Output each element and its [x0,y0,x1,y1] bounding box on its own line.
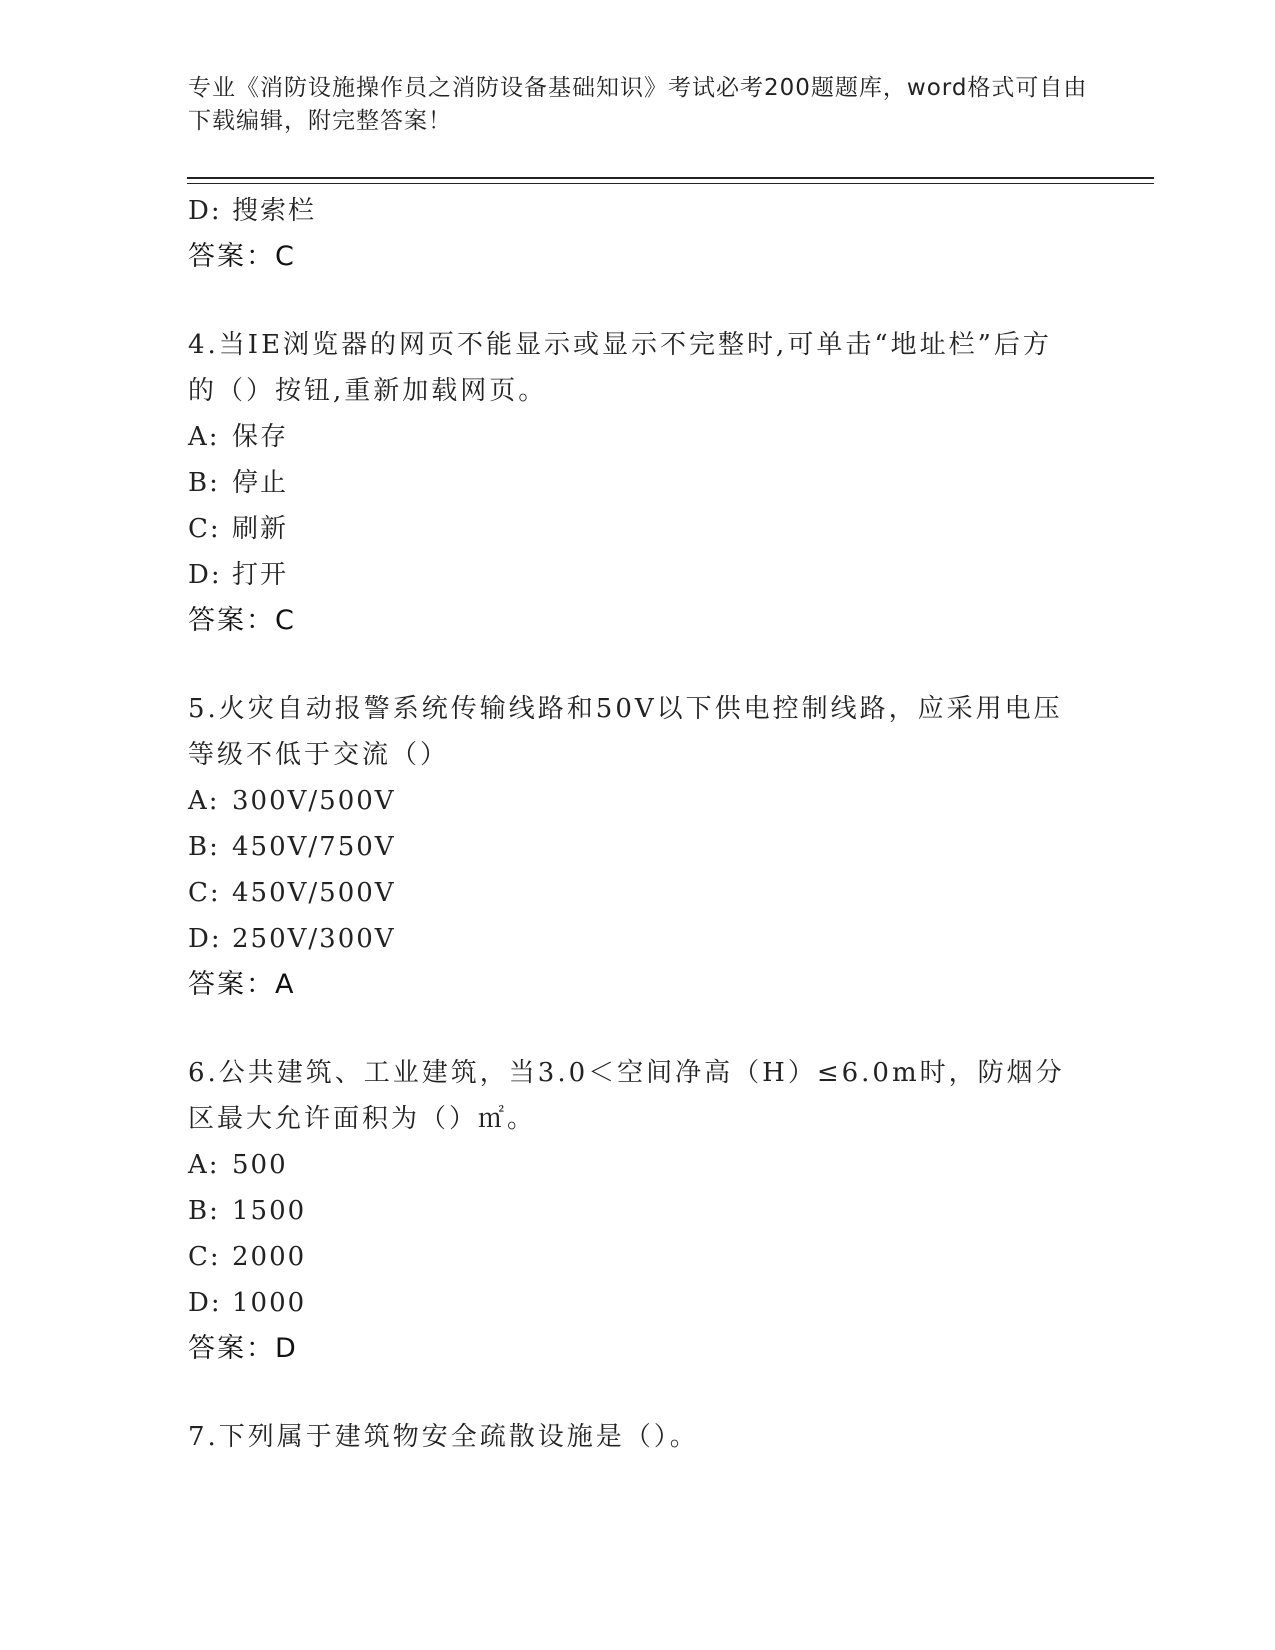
option-c [188,1234,1088,1280]
option-d [188,552,1088,598]
header-divider-thick [187,177,1154,179]
option-c [188,870,1088,916]
option-label: B: [188,1196,220,1226]
option-label: A: [188,786,220,816]
option-label: A: [188,422,220,452]
option-text: 1000 [232,1288,307,1318]
option-c [188,506,1088,552]
option-label: C: [188,1242,221,1272]
option-text: 停止 [232,468,289,498]
option-a [188,414,1088,460]
option-b [188,1188,1088,1234]
option-d [188,1280,1088,1326]
option-label: B: [188,468,220,498]
option-label: A: [188,1150,220,1180]
option-text: 保存 [232,422,289,452]
option-text: 300V/500V [232,786,396,816]
option-a [188,778,1088,824]
option-label: D: [188,1288,222,1318]
option-label: B: [188,832,220,862]
option-label: C: [188,514,221,544]
option-b [188,824,1088,870]
question-stem: 7.下列属于建筑物安全疏散设施是（）。 [188,1422,699,1452]
option-text: 500 [232,1150,288,1180]
header-divider-thin [187,183,1154,184]
option-text: 250V/300V [232,924,396,954]
document-header [188,72,1088,138]
option-text: 刷新 [232,514,289,544]
option-text: 2000 [232,1242,307,1272]
option-label: D: [188,560,222,590]
option-text: 搜索栏 [232,196,317,226]
option-label: C: [188,878,221,908]
option-text: 450V/500V [232,878,396,908]
option-label: D: [188,196,222,226]
answer-line: 答案：A [188,969,296,1000]
answer-line: 答案：C [188,605,296,636]
question-stem: 6.公共建筑、工业建筑，当3.0＜空间净高（H）≤6.0m时，防烟分区最大允许面积为（）㎡。 [188,1058,1065,1134]
question-stem: 4.当IE浏览器的网页不能显示或显示不完整时,可单击“地址栏”后方的（）按钮,重新加载网页。 [188,330,1052,406]
option-text: 1500 [232,1196,307,1226]
question-list [188,188,1088,1460]
header-title: 专业《消防设施操作员之消防设备基础知识》考试必考200题题库，word格式可自由下载编辑，附完整答案！ [188,75,1088,134]
option-a [188,1142,1088,1188]
option-d [188,188,1088,234]
option-text: 打开 [232,560,289,590]
option-b [188,460,1088,506]
option-label: D: [188,924,222,954]
question-stem: 5.火灾自动报警系统传输线路和50V以下供电控制线路，应采用电压等级不低于交流（） [188,694,1063,770]
option-d [188,916,1088,962]
option-text: 450V/750V [232,832,396,862]
answer-line: 答案：D [188,1333,298,1364]
answer-line: 答案：C [188,241,296,272]
